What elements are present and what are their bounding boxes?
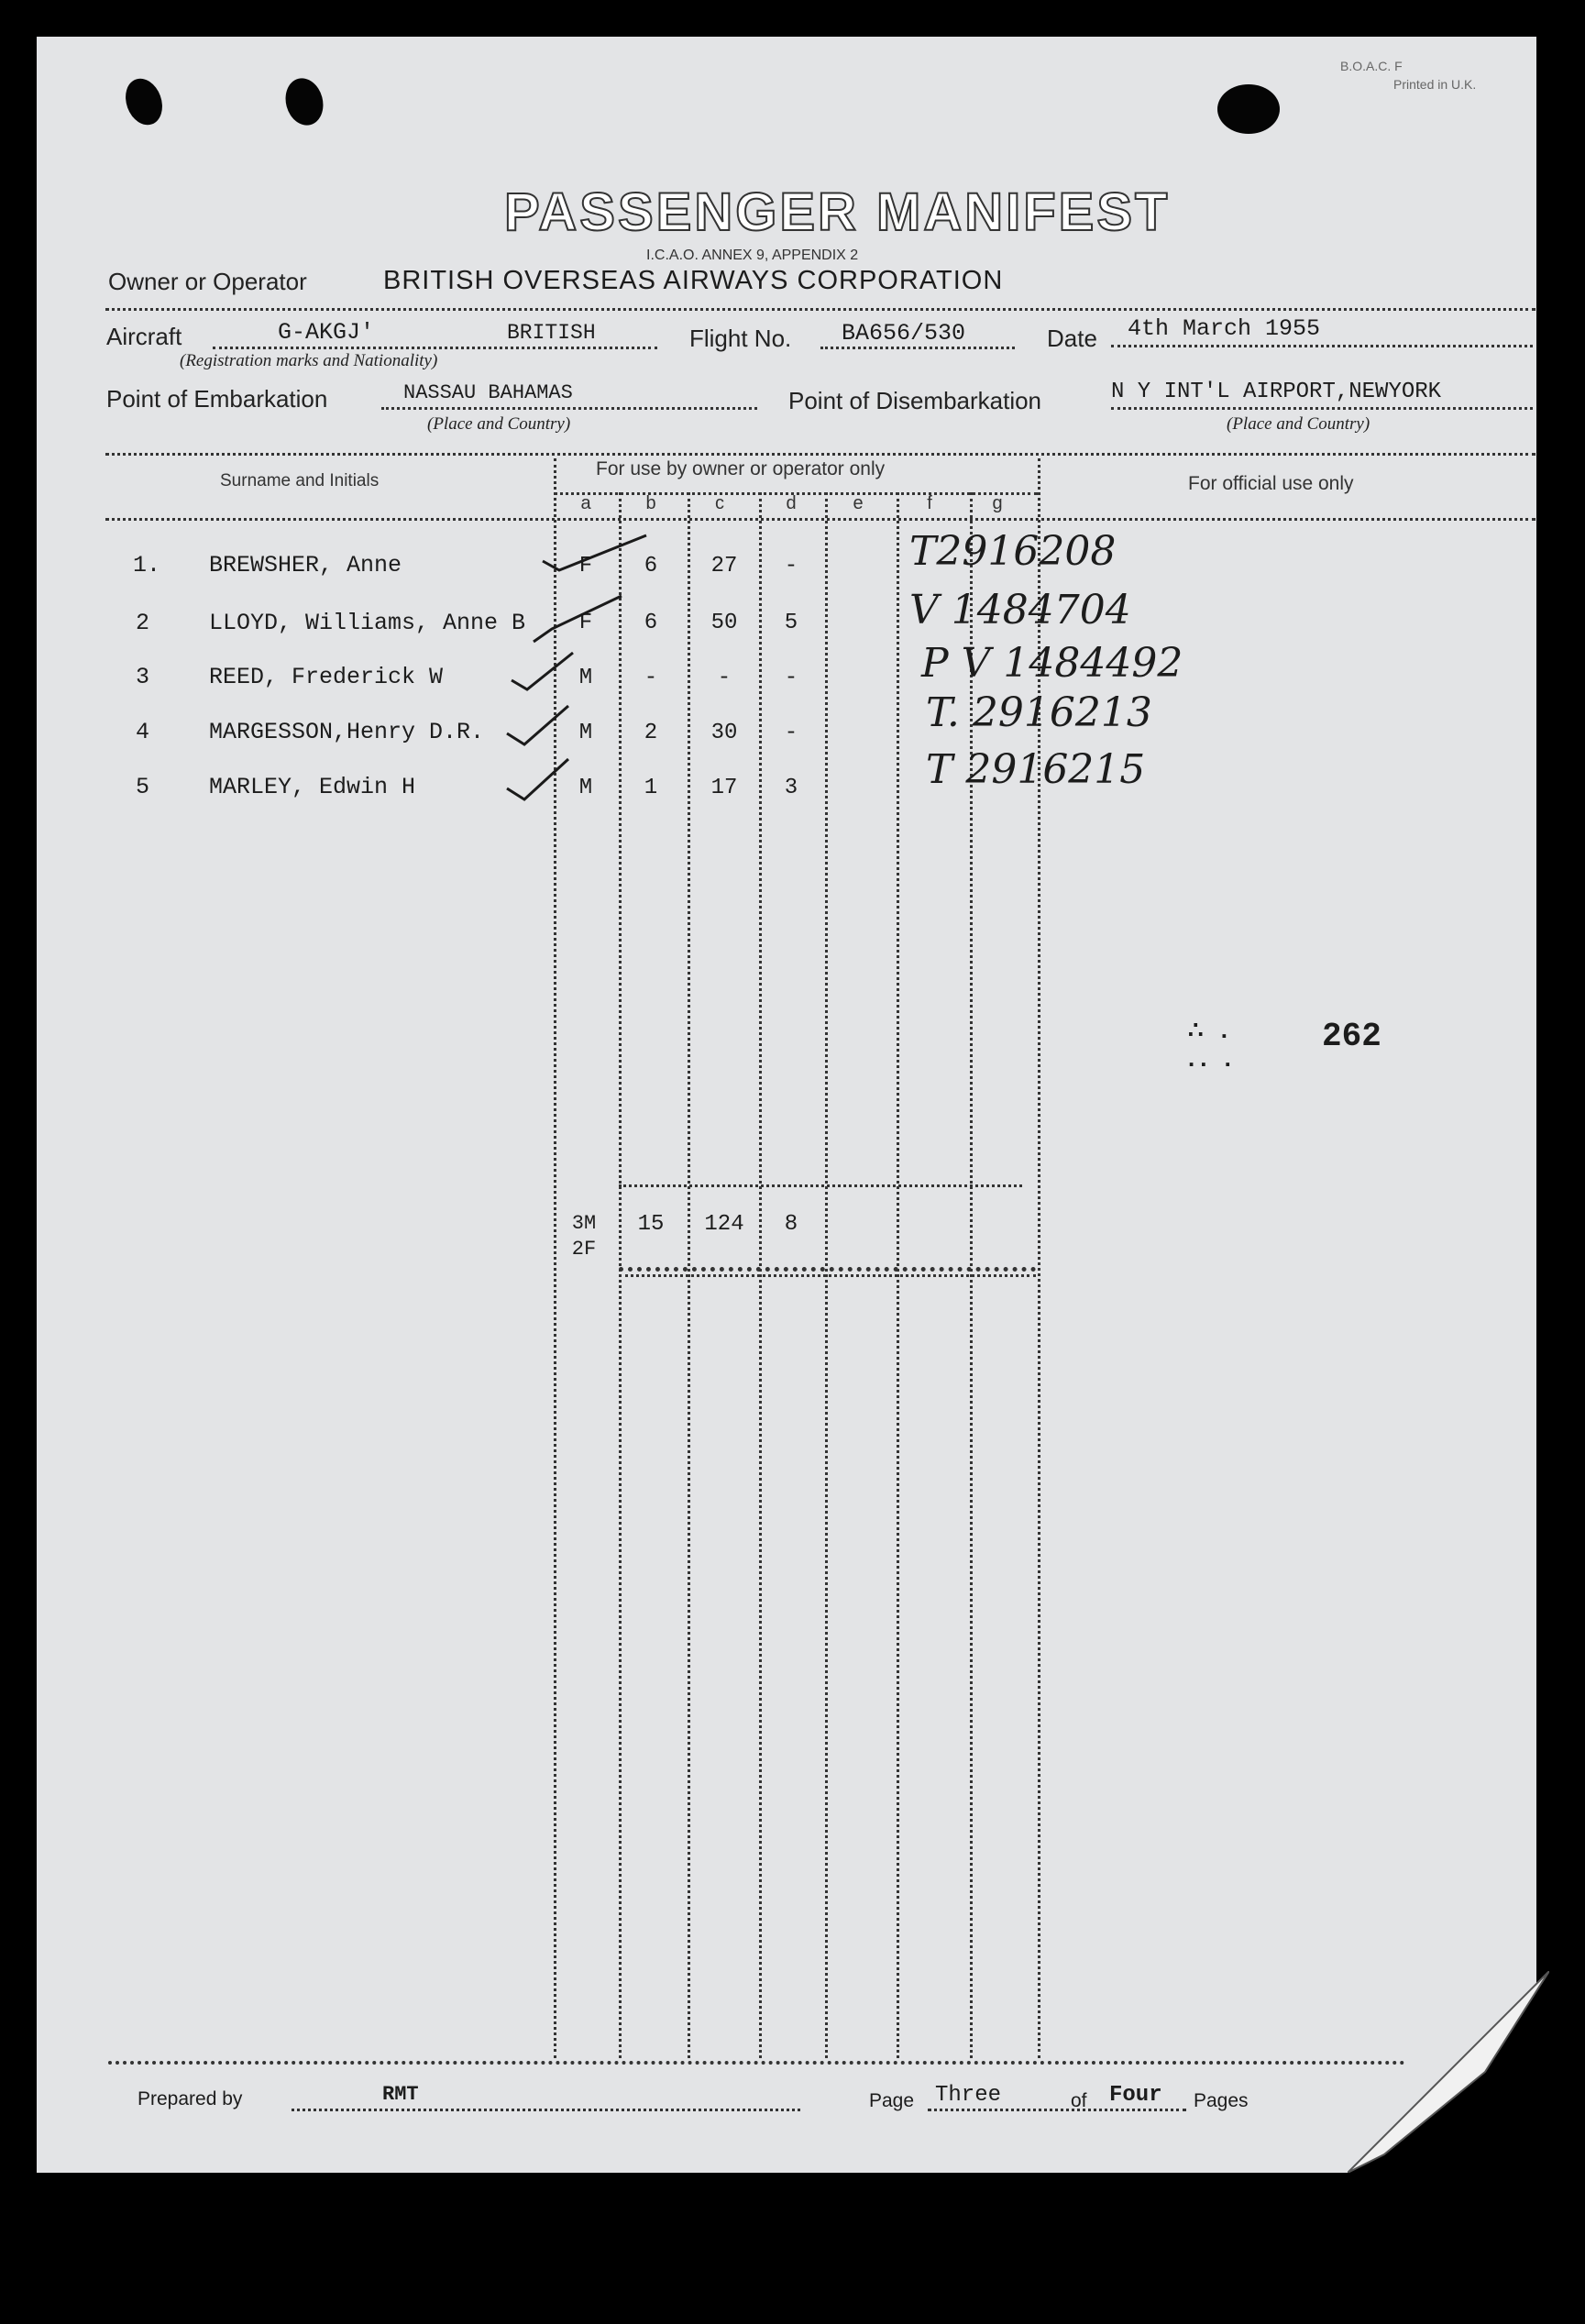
check-mark-icon <box>534 596 622 642</box>
annex-subtitle: I.C.A.O. ANNEX 9, APPENDIX 2 <box>646 248 859 263</box>
column-header-name: Surname and Initials <box>220 471 380 490</box>
pages-label: Pages <box>1194 2090 1249 2111</box>
total-d: 8 <box>784 1212 798 1237</box>
passenger-name: LLOYD, Williams, Anne B <box>209 610 526 636</box>
document-number: P V 1484492 <box>921 640 1183 687</box>
cell-b: - <box>644 666 658 690</box>
page-dots <box>928 2109 1186 2111</box>
prepared-by-label: Prepared by <box>138 2088 243 2109</box>
check-mark-icon <box>507 759 568 799</box>
row-number: 1. <box>133 552 161 578</box>
cell-c: 27 <box>710 554 738 578</box>
column-header-f: f <box>927 493 932 513</box>
total-a-male: 3M <box>571 1212 597 1235</box>
column-header-d: d <box>786 493 797 513</box>
document-number: T2916208 <box>909 528 1117 575</box>
page-value: Three <box>935 2083 1002 2108</box>
cell-c: 50 <box>710 611 738 635</box>
date-label: Date <box>1047 325 1097 352</box>
row-number: 5 <box>136 774 150 800</box>
aircraft-nationality: BRITISH <box>507 321 596 345</box>
column-header-b: b <box>645 493 656 513</box>
cell-a: M <box>578 666 593 690</box>
embarkation-label: Point of Embarkation <box>106 385 328 413</box>
totals-bottom-line <box>619 1267 1036 1272</box>
cell-b: 2 <box>644 721 658 745</box>
cell-d: - <box>784 721 798 745</box>
document-number: T 2916215 <box>926 746 1146 793</box>
prepared-by-value: RMT <box>382 2083 419 2106</box>
cell-b: 6 <box>644 611 658 635</box>
cell-c: 30 <box>710 721 738 745</box>
column-header-owner-use: For use by owner or operator only <box>596 458 886 479</box>
column-header-c: c <box>715 493 724 513</box>
owner-value: BRITISH OVERSEAS AIRWAYS CORPORATION <box>383 266 1004 295</box>
flight-value: BA656/530 <box>842 320 966 347</box>
cell-b: 1 <box>644 776 658 800</box>
aircraft-reg: G-AKGJ' <box>278 319 375 346</box>
stamp-marks: ∴ . .. . <box>1188 1016 1237 1072</box>
disembarkation-value: N Y INT'L AIRPORT,NEWYORK <box>1111 380 1442 404</box>
printed-note: Printed in U.K. <box>1393 77 1477 92</box>
column-header-a: a <box>580 493 591 513</box>
page-label: Page <box>869 2090 915 2111</box>
total-b: 15 <box>637 1212 665 1237</box>
page-title: PASSENGER MANIFEST <box>504 182 1171 242</box>
passenger-name: MARGESSON,Henry D.R. <box>209 719 485 745</box>
document-number: V 1484704 <box>909 587 1131 633</box>
owner-label: Owner or Operator <box>108 268 307 295</box>
total-a-female: 2F <box>571 1238 597 1261</box>
form-code: B.O.A.C. F <box>1340 59 1403 73</box>
cell-c: 17 <box>710 776 738 800</box>
folded-corner <box>1348 1971 1549 2173</box>
cell-a: M <box>578 721 593 745</box>
cell-d: 5 <box>784 611 798 635</box>
footer-line <box>108 2061 1405 2065</box>
date-value: 4th March 1955 <box>1128 315 1321 342</box>
stamp-number: 262 <box>1322 1018 1381 1055</box>
cell-c: - <box>717 666 732 690</box>
row-number: 3 <box>136 664 150 690</box>
cell-a: M <box>578 776 593 800</box>
check-marks <box>0 0 1585 917</box>
row-number: 4 <box>136 719 150 745</box>
totals-bottom-line <box>619 1274 1036 1277</box>
total-c: 124 <box>704 1212 744 1237</box>
column-header-official-use: For official use only <box>1188 473 1354 494</box>
check-mark-icon <box>512 653 573 689</box>
passenger-name: BREWSHER, Anne <box>209 552 402 578</box>
of-label: of <box>1071 2090 1087 2111</box>
passenger-name: REED, Frederick W <box>209 664 444 690</box>
check-mark-icon <box>543 535 646 570</box>
passenger-name: MARLEY, Edwin H <box>209 774 416 800</box>
column-header-e: e <box>853 493 864 513</box>
disembarkation-caption: (Place and Country) <box>1227 414 1370 434</box>
totals-top-line <box>619 1184 1022 1187</box>
check-mark-icon <box>507 706 568 744</box>
prepared-by-dots <box>292 2109 800 2111</box>
disembarkation-label: Point of Disembarkation <box>788 387 1042 414</box>
cell-d: 3 <box>784 776 798 800</box>
embarkation-value: NASSAU BAHAMAS <box>403 381 573 404</box>
aircraft-caption: (Registration marks and Nationality) <box>180 351 438 370</box>
of-value: Four <box>1109 2083 1162 2108</box>
cell-a: F <box>578 611 593 635</box>
cell-a: F <box>578 554 593 578</box>
aircraft-label: Aircraft <box>106 323 182 350</box>
cell-d: - <box>784 554 798 578</box>
document-number: T. 2916213 <box>926 689 1152 736</box>
cell-d: - <box>784 666 798 690</box>
cell-b: 6 <box>644 554 658 578</box>
flight-label: Flight No. <box>689 325 792 352</box>
column-header-g: g <box>992 493 1003 513</box>
row-number: 2 <box>136 610 150 636</box>
embarkation-caption: (Place and Country) <box>427 414 571 434</box>
